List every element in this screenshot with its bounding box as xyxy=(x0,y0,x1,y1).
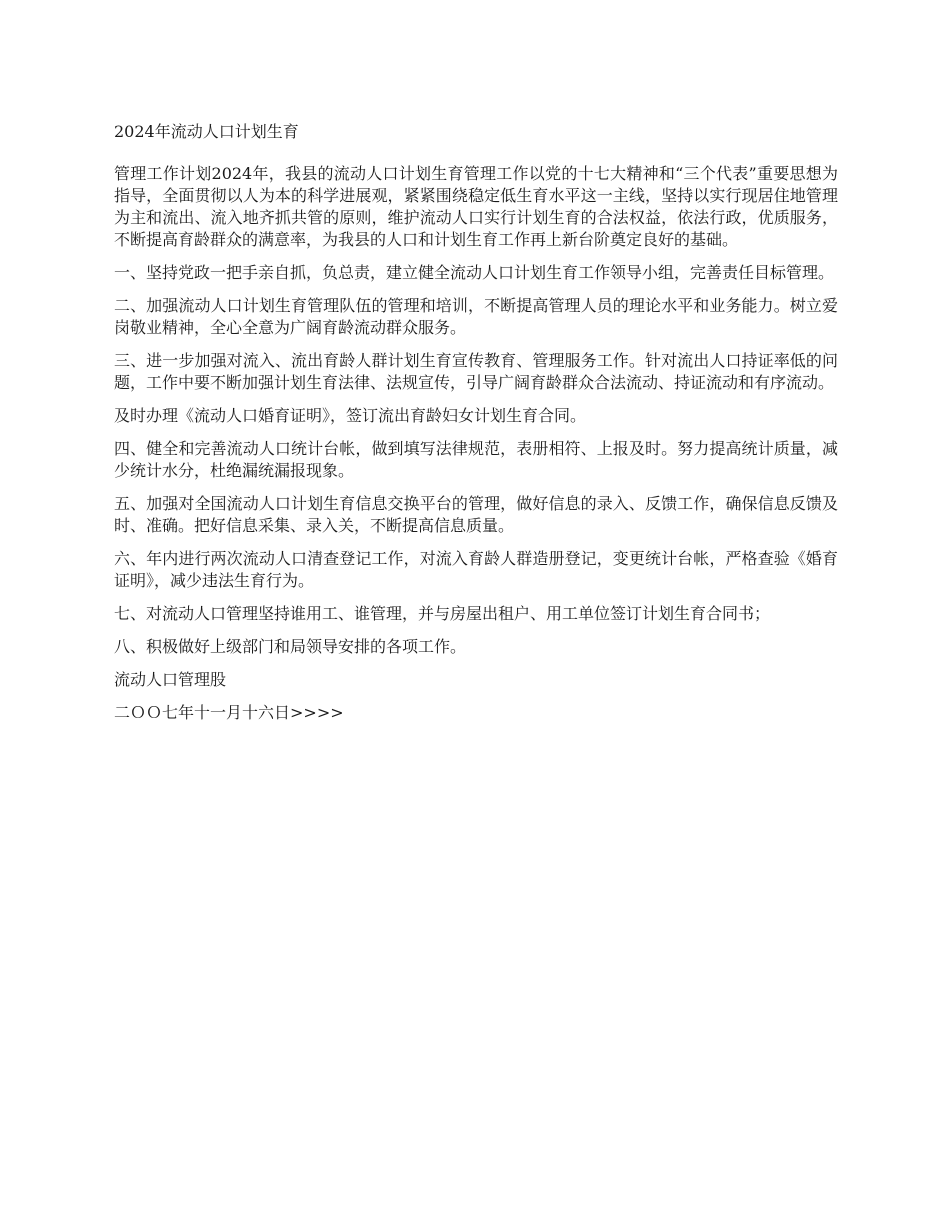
paragraph-intro: 管理工作计划2024年，我县的流动人口计划生育管理工作以党的十七大精神和“三个代表”重要思想为指导，全面贯彻以人为本的科学进展观，紧紧围绕稳定低生育水平这一主线，坚持以实行现居住地管理为主和流出、流入地齐抓共管的原则，维护流动人口实行计划生育的合法权益，依法行政，优质服务，不断提高育龄群众的满意率，为我县的人口和计划生育工作再上新台阶奠定良好的基础。 xyxy=(114,164,838,249)
department-signature: 流动人口管理股 xyxy=(114,670,227,689)
paragraph-item-3: 三、进一步加强对流入、流出育龄人群计划生育宣传教育、管理服务工作。针对流出人口持证率低的问题，工作中要不断加强计划生育法律、法规宣传，引导广阔育龄群众合法流动、持证流动和有序流动。 xyxy=(114,351,838,392)
paragraph-item-6: 六、年内进行两次流动人口清查登记工作，对流入育龄人群造册登记，变更统计台帐，严格查验《婚育证明》，减少违法生育行为。 xyxy=(114,549,838,590)
document-page xyxy=(114,121,838,735)
paragraph-item-7: 七、对流动人口管理坚持谁用工、谁管理，并与房屋出租户、用工单位签订计划生育合同书； xyxy=(114,604,771,623)
paragraph-item-3-cont: 及时办理《流动人口婚育证明》，签订流出育龄妇女计划生育合同。 xyxy=(114,406,587,425)
paragraph-item-4: 四、健全和完善流动人口统计台帐，做到填写法律规范，表册相符、上报及时。努力提高统计质量，减少统计水分，杜绝漏统漏报现象。 xyxy=(114,439,838,480)
paragraph-item-8: 八、积极做好上级部门和局领导安排的各项工作。 xyxy=(114,637,467,656)
paragraph-item-5: 五、加强对全国流动人口计划生育信息交换平台的管理，做好信息的录入、反馈工作，确保信息反馈及时、准确。把好信息采集、录入关，不断提高信息质量。 xyxy=(114,494,838,535)
paragraph-item-2: 二、加强流动人口计划生育管理队伍的管理和培训，不断提高管理人员的理论水平和业务能力。树立爱岗敬业精神，全心全意为广阔育龄流动群众服务。 xyxy=(114,296,838,337)
document-title: 2024年流动人口计划生育 xyxy=(114,122,299,141)
paragraph-item-1: 一、坚持党政一把手亲自抓，负总责，建立健全流动人口计划生育工作领导小组，完善责任目标管理。 xyxy=(114,263,835,282)
document-date: 二ＯＯ七年十一月十六日>>>> xyxy=(114,703,344,722)
